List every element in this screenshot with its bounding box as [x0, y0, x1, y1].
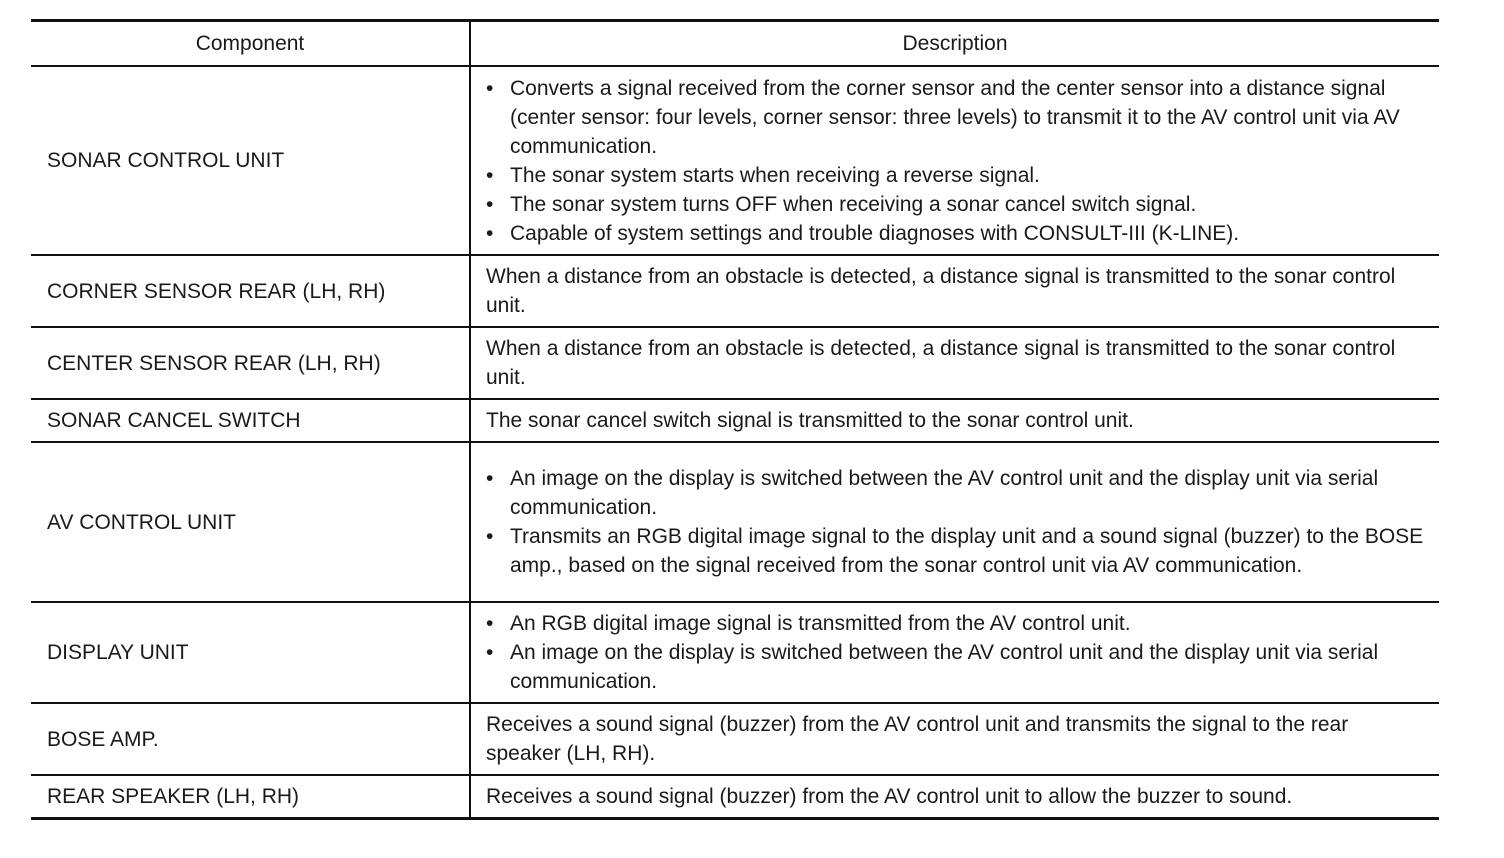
component-description [470, 602, 1439, 703]
description-bullet: • The sonar system turns OFF when receiving a sonar cancel switch signal. [486, 190, 1427, 219]
component-description: Receives a sound signal (buzzer) from the AV control unit to allow the buzzer to sound. [470, 775, 1439, 818]
description-bullet-list [486, 464, 1427, 580]
component-name: BOSE AMP. [31, 703, 470, 775]
description-bullet: • An image on the display is switched between the AV control unit and the display unit via serial communication. [486, 638, 1427, 696]
component-description [470, 66, 1439, 255]
table-row [31, 703, 1439, 775]
table-header-row [31, 21, 1439, 67]
component-name: CORNER SENSOR REAR (LH, RH) [31, 255, 470, 327]
component-description-table [31, 19, 1439, 820]
table-row [31, 602, 1439, 703]
description-bullet: • The sonar system starts when receiving a reverse signal. [486, 161, 1427, 190]
component-name: REAR SPEAKER (LH, RH) [31, 775, 470, 818]
component-description: When a distance from an obstacle is detected, a distance signal is transmitted to the sonar control unit. [470, 255, 1439, 327]
header-component: Component [31, 21, 470, 67]
description-bullet: • An RGB digital image signal is transmitted from the AV control unit. [486, 609, 1427, 638]
table-row [31, 442, 1439, 602]
header-description: Description [470, 21, 1439, 67]
description-bullet-list [486, 74, 1427, 248]
description-bullet: • An image on the display is switched between the AV control unit and the display unit via serial communication. [486, 464, 1427, 522]
component-name: SONAR CANCEL SWITCH [31, 399, 470, 442]
component-name: SONAR CONTROL UNIT [31, 66, 470, 255]
table-row [31, 775, 1439, 818]
component-name: CENTER SENSOR REAR (LH, RH) [31, 327, 470, 399]
description-bullet: • Capable of system settings and trouble diagnoses with CONSULT-III (K-LINE). [486, 219, 1427, 248]
table-row [31, 327, 1439, 399]
component-name: AV CONTROL UNIT [31, 442, 470, 602]
component-description: The sonar cancel switch signal is transmitted to the sonar control unit. [470, 399, 1439, 442]
description-bullet: • Converts a signal received from the corner sensor and the center sensor into a distance signal (center sensor: four levels, corner sensor: three levels) to transmit it to the AV control unit via AV communication. [486, 74, 1427, 161]
component-description [470, 442, 1439, 602]
description-bullet: • Transmits an RGB digital image signal to the display unit and a sound signal (buzzer) to the BOSE amp., based on the signal received from the sonar control unit via AV communication. [486, 522, 1427, 580]
component-description: When a distance from an obstacle is detected, a distance signal is transmitted to the sonar control unit. [470, 327, 1439, 399]
component-description: Receives a sound signal (buzzer) from the AV control unit and transmits the signal to the rear speaker (LH, RH). [470, 703, 1439, 775]
table-row [31, 399, 1439, 442]
description-bullet-list [486, 609, 1427, 696]
table-row [31, 255, 1439, 327]
component-name: DISPLAY UNIT [31, 602, 470, 703]
table-row [31, 66, 1439, 255]
